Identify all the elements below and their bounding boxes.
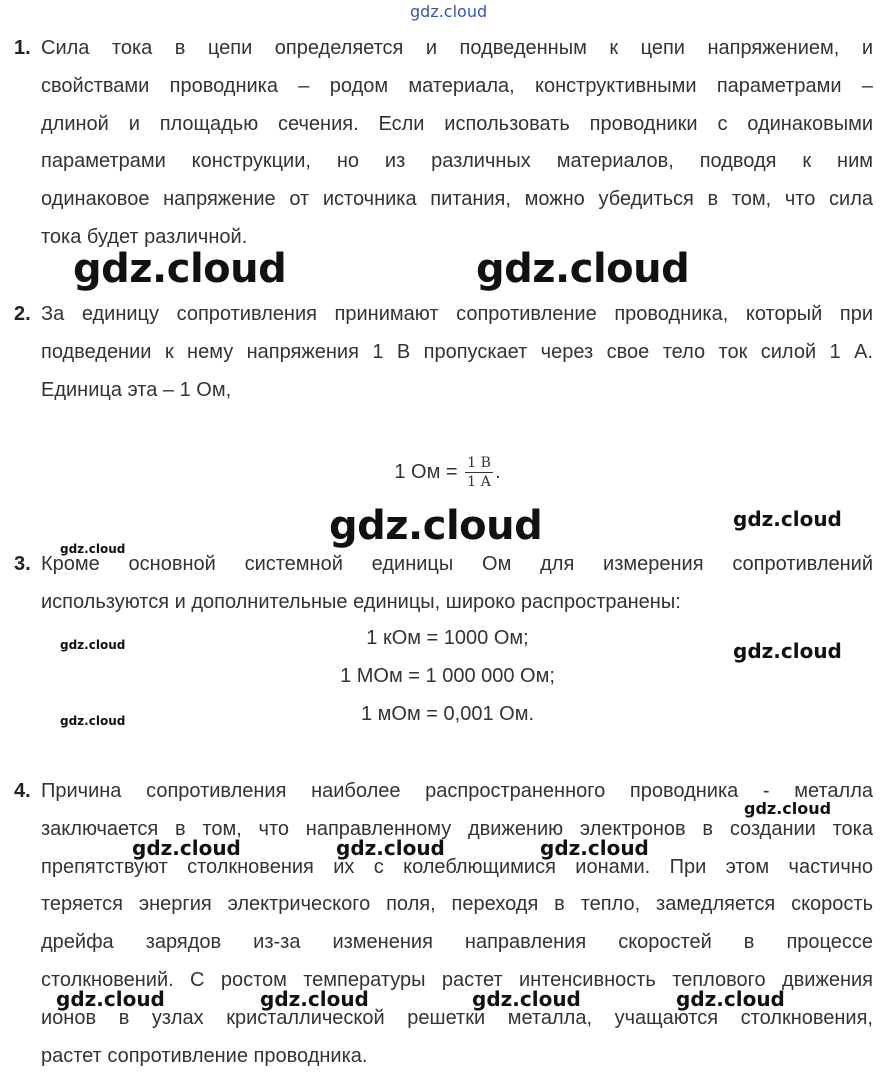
paragraph-line: тока будет различной.	[41, 225, 248, 248]
item-number-1: 1.	[14, 37, 31, 59]
watermark: gdz.cloud	[476, 246, 690, 292]
watermark: gdz.cloud	[676, 987, 785, 1011]
paragraph-line: одинаковое напряжение от источника питания, можно убедиться в том, что сила	[41, 188, 873, 211]
watermark: gdz.cloud	[336, 836, 445, 860]
paragraph-line: препятствуют столкновения их с колеблющимися ионами. При этом частично	[41, 855, 873, 878]
formula-end: .	[495, 460, 501, 483]
formula-lhs: 1 Ом =	[394, 460, 458, 483]
equation-milliohm: 1 мОм = 0,001 Ом.	[361, 703, 534, 725]
paragraph-4	[41, 773, 873, 1075]
item-number-3: 3.	[14, 553, 31, 575]
formula-ohm	[0, 454, 895, 491]
paragraph-line: ионов в узлах кристаллической решетки металла, учащаются столкновения,	[41, 1006, 873, 1029]
paragraph-2	[41, 296, 873, 409]
paragraph-line: растет сопротивление проводника.	[41, 1044, 368, 1067]
paragraph-line: параметрами конструкции, но из различных материалов, подводя к ним	[41, 150, 873, 173]
watermark: gdz.cloud	[73, 246, 287, 292]
watermark: gdz.cloud	[733, 639, 842, 663]
item-number-4: 4.	[14, 780, 31, 802]
paragraph-line: подведении к нему напряжения 1 В пропускает через свое тело ток силой 1 А.	[41, 340, 873, 363]
paragraph-line: Кроме основной системной единицы Ом для измерения сопротивлений	[41, 553, 873, 575]
fraction-denominator: 1 А	[467, 474, 492, 490]
watermark: gdz.cloud	[60, 542, 126, 556]
equation-mohm: 1 МОм = 1 000 000 Ом;	[340, 665, 555, 687]
paragraph-line: свойствами проводника – родом материала, конструктивными параметрами –	[41, 74, 873, 97]
watermark: gdz.cloud	[56, 987, 165, 1011]
paragraph-line: заключается в том, что направленному движению электронов в создании тока	[41, 817, 873, 840]
watermark: gdz.cloud	[733, 507, 842, 531]
watermark: gdz.cloud	[260, 987, 369, 1011]
paragraph-3	[41, 546, 873, 622]
paragraph-line: длиной и площадью сечения. Если использовать проводники с одинаковыми	[41, 112, 873, 135]
paragraph-line: дрейфа зарядов из-за изменения направления скоростей в процессе	[41, 931, 873, 954]
watermark: gdz.cloud	[540, 836, 649, 860]
paragraph-line: теряется энергия электрического поля, переходя в тепло, замедляется скорость	[41, 893, 873, 916]
watermark: gdz.cloud	[60, 638, 126, 652]
watermark: gdz.cloud	[329, 503, 543, 549]
fraction	[465, 454, 493, 491]
paragraph-line: Сила тока в цепи определяется и подведенным к цепи напряжением, и	[41, 37, 873, 59]
paragraph-line: За единицу сопротивления принимают сопротивление проводника, который при	[41, 303, 873, 325]
equation-kohm: 1 кОм = 1000 Ом;	[366, 627, 529, 649]
paragraph-line: Причина сопротивления наиболее распространенного проводника - металла	[41, 780, 873, 802]
watermark: gdz.cloud	[132, 836, 241, 860]
paragraph-line: столкновений. С ростом температуры растет интенсивность теплового движения	[41, 968, 873, 991]
paragraph-line: Единица эта – 1 Ом,	[41, 378, 232, 401]
watermark: gdz.cloud	[60, 714, 126, 728]
watermark: gdz.cloud	[472, 987, 581, 1011]
fraction-numerator: 1 В	[465, 454, 493, 473]
paragraph-line: используются и дополнительные единицы, широко распространены:	[41, 590, 681, 613]
header-watermark: gdz.cloud	[410, 2, 488, 21]
watermark: gdz.cloud	[744, 799, 832, 818]
paragraph-1	[41, 30, 873, 257]
item-number-2: 2.	[14, 303, 31, 325]
